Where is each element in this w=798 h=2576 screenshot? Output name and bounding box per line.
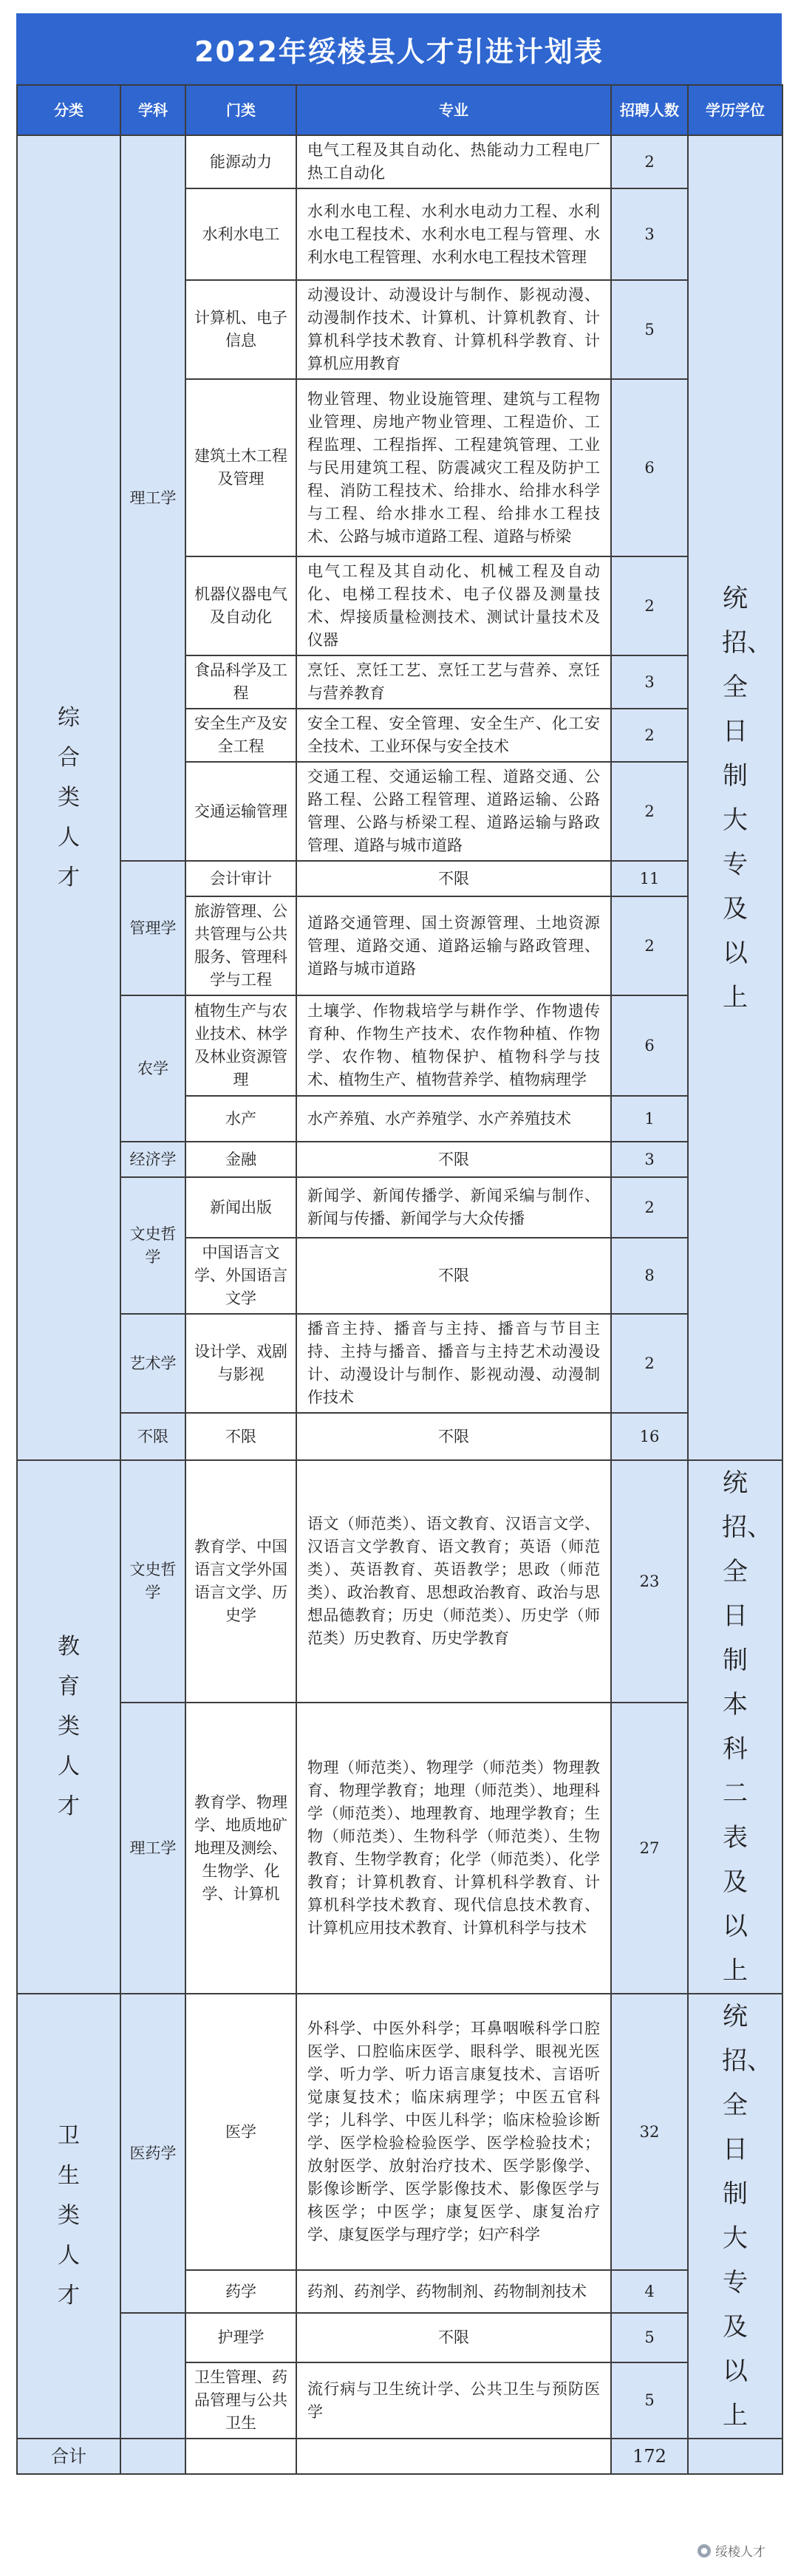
table-row: [17, 1703, 782, 1994]
count-cell: 6: [611, 995, 688, 1096]
header-field: 门类: [185, 85, 296, 135]
count-cell: 6: [611, 379, 688, 556]
field-cell: 机器仪器电气及自动化: [185, 556, 296, 655]
discipline-cell: 艺术学: [120, 1314, 185, 1413]
table-row: [17, 2313, 782, 2362]
page-title: 2022年绥棱县人才引进计划表: [16, 13, 782, 84]
education-label: 统招、全日制大专及以上: [722, 583, 772, 1012]
category-label: 教育类人才: [58, 1634, 80, 1819]
watermark-text: 绥棱人才: [715, 2545, 765, 2560]
field-cell: 旅游管理、公共管理与公共服务、管理科学与工程: [185, 896, 296, 995]
discipline-cell: 农学: [120, 995, 185, 1142]
major-cell: 不限: [296, 861, 611, 896]
major-cell: 道路交通管理、国土资源管理、土地资源管理、道路交通、道路运输与路政管理、道路与城市道路: [296, 896, 611, 995]
discipline-cell: 文史哲学: [120, 1460, 185, 1703]
total-label: 合计: [17, 2439, 120, 2474]
major-cell: 播音主持、播音与主持、播音与节目主持、主持与播音、播音与主持艺术动漫设计、动漫设计与制作、影视动漫、动漫制作技术: [296, 1314, 611, 1413]
major-cell: 电气工程及其自动化、热能动力工程电厂热工自动化: [296, 135, 611, 188]
field-cell: 教育学、中国语言文学外国语言文学、历史学: [185, 1460, 296, 1703]
header-major: 专业: [296, 85, 611, 135]
field-cell: 食品科学及工程: [185, 655, 296, 709]
category-cell: [17, 1460, 120, 1994]
category-cell: [17, 135, 120, 1460]
discipline-cell: [120, 2313, 185, 2439]
field-cell: 交通运输管理: [185, 762, 296, 861]
major-cell: 土壤学、作物栽培学与耕作学、作物遗传育种、作物生产技术、农作物种植、作物学、农作物、植物保护、植物科学与技术、植物生产、植物营养学、植物病理学: [296, 995, 611, 1096]
header-count: 招聘人数: [611, 85, 688, 135]
major-cell: 水产养殖、水产养殖学、水产养殖技术: [296, 1096, 611, 1142]
watermark: [698, 2541, 765, 2560]
discipline-cell: 文史哲学: [120, 1177, 185, 1314]
major-cell: 电气工程及其自动化、机械工程及自动化、电梯工程技术、电子仪器及测量技术、焊接质量检测技术、测试计量技术及仪器: [296, 556, 611, 655]
table-row: [17, 1460, 782, 1703]
major-cell: 不限: [296, 1142, 611, 1177]
field-cell: 会计审计: [185, 861, 296, 896]
count-cell: 3: [611, 1142, 688, 1177]
header-row: [17, 85, 782, 135]
count-cell: 5: [611, 280, 688, 379]
count-cell: 27: [611, 1703, 688, 1994]
field-cell: 中国语言文学、外国语言文学: [185, 1238, 296, 1314]
field-cell: 护理学: [185, 2313, 296, 2362]
discipline-cell: 不限: [120, 1413, 185, 1460]
count-cell: 5: [611, 2362, 688, 2439]
education-label: 统招、全日制大专及以上: [722, 2002, 772, 2430]
field-cell: 水产: [185, 1096, 296, 1142]
table-row: [17, 1142, 782, 1177]
table-row: [17, 1413, 782, 1460]
count-cell: 2: [611, 1314, 688, 1413]
education-cell: [688, 1460, 782, 1994]
field-cell: 卫生管理、药品管理与公共卫生: [185, 2362, 296, 2439]
major-cell: 交通工程、交通运输工程、道路交通、公路工程、公路工程管理、道路运输、公路管理、公路与桥梁工程、道路运输与路政管理、道路与城市道路: [296, 762, 611, 861]
count-cell: 3: [611, 188, 688, 280]
count-cell: 4: [611, 2270, 688, 2313]
count-cell: 23: [611, 1460, 688, 1703]
category-cell: [17, 1994, 120, 2439]
field-cell: 教育学、物理学、地质地矿地理及测绘、生物学、化学、计算机: [185, 1703, 296, 1994]
count-cell: 5: [611, 2313, 688, 2362]
table-row: [17, 1177, 782, 1238]
field-cell: 金融: [185, 1142, 296, 1177]
field-cell: 医学: [185, 1994, 296, 2270]
major-cell: 安全工程、安全管理、安全生产、化工安全技术、工业环保与安全技术: [296, 709, 611, 762]
total-count: 172: [611, 2439, 688, 2474]
header-discipline: 学科: [120, 85, 185, 135]
table-row: [17, 861, 782, 896]
count-cell: 2: [611, 896, 688, 995]
education-cell: [688, 1994, 782, 2439]
field-cell: 安全生产及安全工程: [185, 709, 296, 762]
count-cell: 2: [611, 709, 688, 762]
major-cell: 水利水电工程、水利水电动力工程、水利水电工程技术、水利水电工程与管理、水利水电工程管理、水利水电工程技术管理: [296, 188, 611, 280]
field-cell: 计算机、电子信息: [185, 280, 296, 379]
count-cell: 2: [611, 762, 688, 861]
education-cell: [688, 135, 782, 1460]
count-cell: 11: [611, 861, 688, 896]
major-cell: 不限: [296, 2313, 611, 2362]
count-cell: 2: [611, 1177, 688, 1238]
count-cell: 8: [611, 1238, 688, 1314]
major-cell: 语文（师范类）、语文教育、汉语言文学、汉语言文学教育、语文教育；英语（师范类）、英语教育、英语教学；思政（师范类）、政治教育、思想政治教育、政治与思想品德教育；历史（师范类）、历史学（师范类）历史教育、历史学教育: [296, 1460, 611, 1703]
major-cell: 烹饪、烹饪工艺、烹饪工艺与营养、烹饪与营养教育: [296, 655, 611, 709]
field-cell: 设计学、戏剧与影视: [185, 1314, 296, 1413]
field-cell: 药学: [185, 2270, 296, 2313]
discipline-cell: 理工学: [120, 135, 185, 861]
major-cell: 不限: [296, 1238, 611, 1314]
major-cell: 不限: [296, 1413, 611, 1460]
field-cell: 新闻出版: [185, 1177, 296, 1238]
plan-document: [16, 13, 782, 2563]
discipline-cell: 管理学: [120, 861, 185, 995]
education-label: 统招、全日制本科二表及以上: [722, 1468, 772, 1986]
header-education: 学历学位: [688, 85, 782, 135]
wechat-icon: ●: [698, 2544, 711, 2558]
field-cell: 不限: [185, 1413, 296, 1460]
field-cell: 水利水电工: [185, 188, 296, 280]
major-cell: 外科学、中医外科学；耳鼻咽喉科学口腔医学、口腔临床医学、眼科学、眼视光医学、听力学、听力语言康复技术、言语听觉康复技术；临床病理学；中医五官科学；儿科学、中医儿科学；临床检验诊断学、医学检验检验医学、医学检验技术；放射医学、放射治疗技术、医学影像学、影像诊断学、医学影像技术、影像医学与核医学；中医学；康复医学、康复治疗学、康复医学与理疗学；妇产科学: [296, 1994, 611, 2270]
table-row: [17, 1994, 782, 2270]
header-category: 分类: [17, 85, 120, 135]
table-row: [17, 1314, 782, 1413]
major-cell: 药剂、药剂学、药物制剂、药物制剂技术: [296, 2270, 611, 2313]
plan-table: [16, 84, 783, 2475]
major-cell: 新闻学、新闻传播学、新闻采编与制作、新闻与传播、新闻学与大众传播: [296, 1177, 611, 1238]
count-cell: 2: [611, 556, 688, 655]
table-row: [17, 135, 782, 188]
total-row: [17, 2439, 782, 2474]
count-cell: 2: [611, 135, 688, 188]
discipline-cell: 理工学: [120, 1703, 185, 1994]
major-cell: 流行病与卫生统计学、公共卫生与预防医学: [296, 2362, 611, 2439]
count-cell: 3: [611, 655, 688, 709]
field-cell: 植物生产与农业技术、林学及林业资源管理: [185, 995, 296, 1096]
major-cell: 物业管理、物业设施管理、建筑与工程物业管理、房地产物业管理、工程造价、工程监理、工程指挥、工程建筑管理、工业与民用建筑工程、防震减灾工程及防护工程、消防工程技术、给排水、给排水科学与工程、给水排水工程、给排水工程技术、公路与城市道路工程、道路与桥梁: [296, 379, 611, 556]
major-cell: 物理（师范类）、物理学（师范类）物理教育、物理学教育；地理（师范类）、地理科学（师范类）、地理教育、地理学教育；生物（师范类）、生物科学（师范类）、生物教育、生物学教育；化学（师范类）、化学教育；计算机教育、计算机科学教育、计算机科学技术教育、现代信息技术教育、计算机应用技术教育、计算机科学与技术: [296, 1703, 611, 1994]
count-cell: 1: [611, 1096, 688, 1142]
discipline-cell: 医药学: [120, 1994, 185, 2313]
count-cell: 32: [611, 1994, 688, 2270]
field-cell: 能源动力: [185, 135, 296, 188]
count-cell: 16: [611, 1413, 688, 1460]
major-cell: 动漫设计、动漫设计与制作、影视动漫、动漫制作技术、计算机、计算机教育、计算机科学技术教育、计算机科学教育、计算机应用教育: [296, 280, 611, 379]
field-cell: 建筑土木工程及管理: [185, 379, 296, 556]
discipline-cell: 经济学: [120, 1142, 185, 1177]
table-row: [17, 995, 782, 1096]
category-label: 综合类人才: [58, 704, 80, 890]
category-label: 卫生类人才: [58, 2123, 80, 2308]
